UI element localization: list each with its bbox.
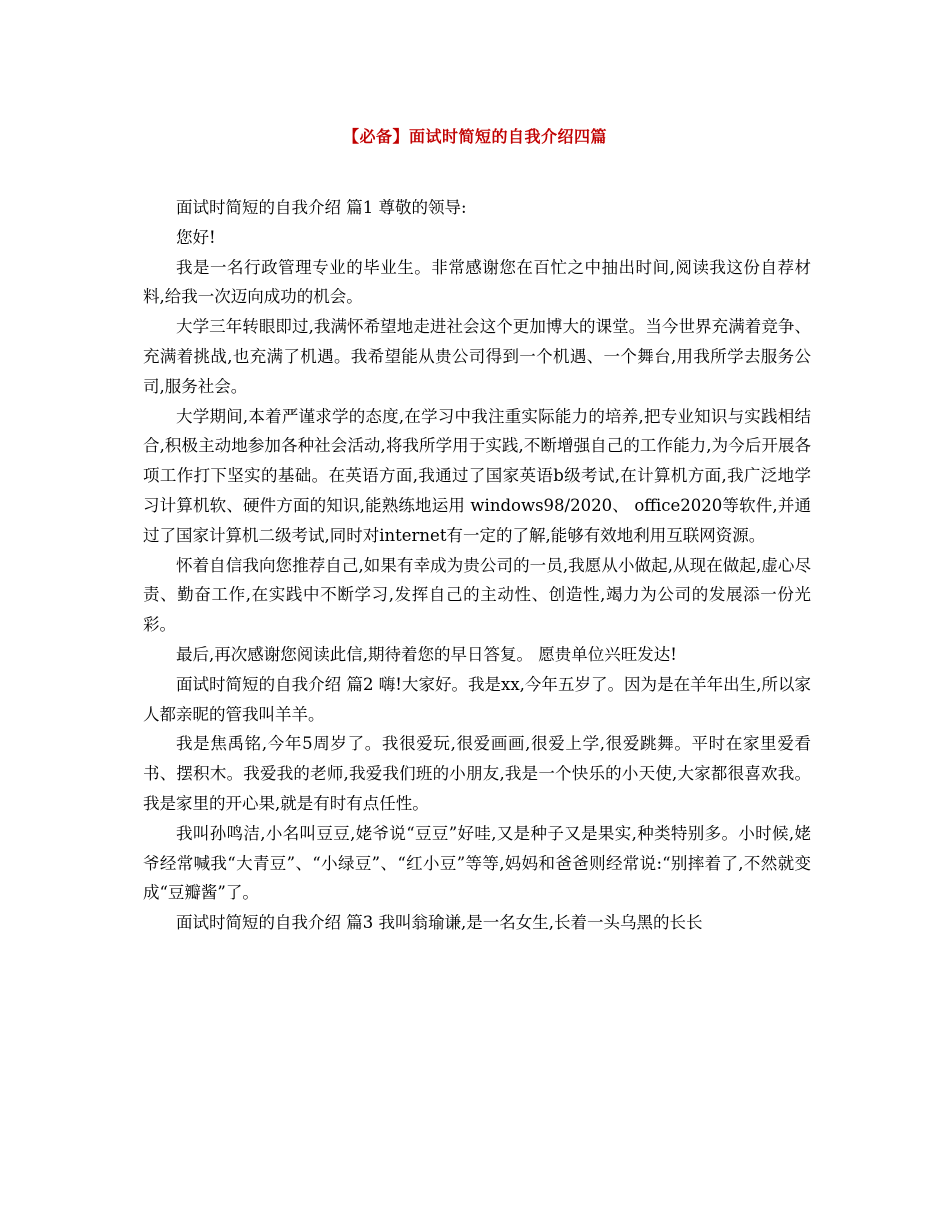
paragraph: 我是焦禹铭,今年5周岁了。我很爱玩,很爱画画,很爱上学,很爱跳舞。平时在家里爱看书、摆积木。我爱我的老师,我爱我们班的小朋友,我是一个快乐的小天使,大家都很喜欢我。我是家里的开心果,就是有时有点任性。: [143, 734, 811, 813]
paragraph: 大学期间,本着严谨求学的态度,在学习中我注重实际能力的培养,把专业知识与实践相结合,积极主动地参加各种社会活动,将我所学用于实践,不断增强自己的工作能力,为今后开展各项工作打下坚实的基础。在英语方面,我通过了国家英语b级考试,在计算机方面,我广泛地学习计算机软、硬件方面的知识,能熟练地运用 windows98/2020、 office2020等软件,并通过了国家计算机二级考试,同时对internet有一定的了解,能够有效地利用互联网资源。: [143, 406, 811, 545]
document-title: 【必备】面试时简短的自我介绍四篇: [342, 127, 607, 146]
paragraph: 怀着自信我向您推荐自己,如果有幸成为贵公司的一员,我愿从小做起,从现在做起,虚心尽责、勤奋工作,在实践中不断学习,发挥自己的主动性、创造性,竭力为公司的发展添一份光彩。: [143, 555, 811, 635]
paragraph: 面试时简短的自我介绍 篇1 尊敬的领导:: [176, 198, 467, 217]
paragraph: 面试时简短的自我介绍 篇3 我叫翁瑜谦,是一名女生,长着一头乌黑的长长: [176, 913, 703, 933]
paragraph: 面试时简短的自我介绍 篇2 嗨!大家好。我是xx,今年五岁了。因为是在羊年出生,所以家人都亲昵的管我叫羊羊。: [143, 674, 811, 724]
paragraph: 最后,再次感谢您阅读此信,期待着您的早日答复。 愿贵单位兴旺发达!: [176, 644, 677, 664]
paragraph: 我是一名行政管理专业的毕业生。非常感谢您在百忙之中抽出时间,阅读我这份自荐材料,给我一次迈向成功的机会。: [143, 257, 811, 307]
paragraph: 我叫孙鸣洁,小名叫豆豆,姥爷说“豆豆”好哇,又是种子又是果实,种类特别多。小时候,姥爷经常喊我“大青豆”、“小绿豆”、“红小豆”等等,妈妈和爸爸则经常说:“别摔着了,不然就变成“豆瓣酱”了。: [143, 823, 811, 903]
paragraph: 大学三年转眼即过,我满怀希望地走进社会这个更加博大的课堂。当今世界充满着竞争、充满着挑战,也充满了机遇。我希望能从贵公司得到一个机遇、一个舞台,用我所学去服务公司,服务社会。: [143, 317, 811, 396]
document-body: [143, 193, 811, 938]
paragraph: 您好!: [176, 227, 216, 247]
